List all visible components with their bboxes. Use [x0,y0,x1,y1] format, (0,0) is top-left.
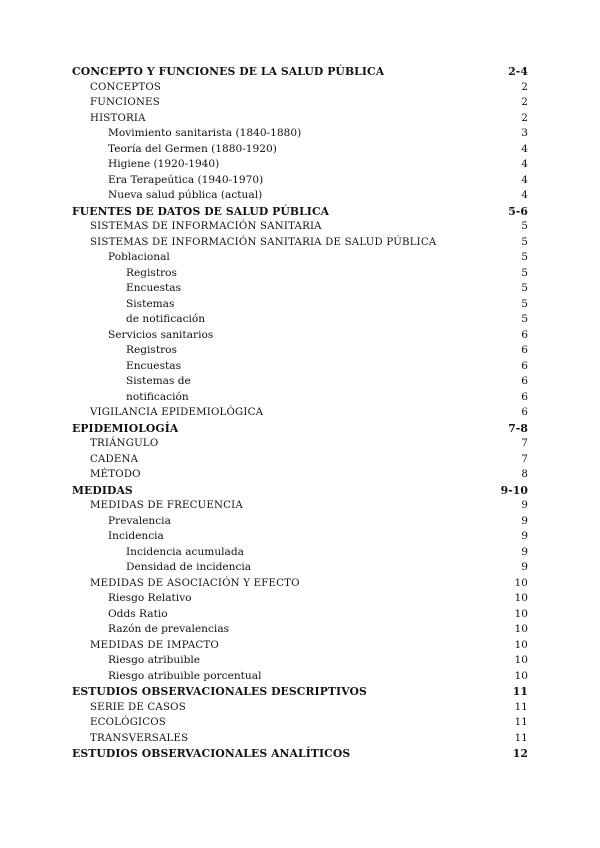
toc-entry [72,111,528,127]
toc-entry-page: 10 [514,639,528,651]
toc-entry [72,95,528,111]
toc-entry [72,219,528,235]
toc-entry-title: ESTUDIOS OBSERVACIONALES DESCRIPTIVOS [72,685,367,698]
toc-entry-title: MÉTODO [90,469,141,480]
toc-entry-title: MEDIDAS DE IMPACTO [90,639,219,651]
toc-entry-title: TRANSVERSALES [90,732,189,744]
toc-entry-title: CONCEPTOS [90,81,162,93]
toc-entry-title: notificación [126,390,189,403]
toc-entry-title: Era Terapeútica (1940-1970) [108,173,264,186]
toc-entry-page: 4 [521,189,528,201]
toc-entry-title: EPIDEMIOLOGÍA [72,421,179,435]
toc-entry-page: 10 [514,623,528,635]
toc-entry-page: 6 [521,390,528,403]
toc-entry [72,374,528,390]
toc-entry [72,266,528,282]
toc-entry-title: MEDIDAS DE FRECUENCIA [90,500,243,511]
toc-entry-title: Poblacional [108,251,170,263]
toc-entry-page: 6 [521,407,528,418]
toc-entry [72,731,528,747]
toc-entry [72,405,528,421]
toc-entry [72,173,528,189]
toc-entry-title: ECOLÓGICOS [90,717,166,728]
toc-entry-title: FUENTES DE DATOS DE SALUD PÚBLICA [72,204,330,218]
toc-entry-title: SERIE DE CASOS [90,701,186,713]
toc-entry-title: Riesgo Relativo [108,592,192,604]
toc-entry-title: de notificación [126,313,206,325]
toc-entry-title: Sistemas de [126,375,191,387]
toc-entry-page: 5 [521,221,528,232]
toc-entry [72,343,528,359]
toc-entry-title: Incidencia acumulada [126,545,244,558]
toc-entry [72,498,528,514]
toc-entry-page: 9 [521,561,528,573]
toc-entry-title: Encuestas [126,359,182,372]
toc-entry-page: 5-6 [508,204,528,218]
toc-entry [72,142,528,158]
toc-entry [72,188,528,204]
toc-entry-page: 5 [521,251,528,263]
toc-entry-page: 10 [514,577,528,589]
toc-entry-page: 10 [514,654,528,666]
toc-entry [72,436,528,452]
toc-entry-page: 2-4 [508,65,528,78]
toc-entry-page: 9 [521,545,528,558]
toc-entry-page: 10 [514,607,528,620]
toc-entry-page: 6 [521,344,528,356]
toc-section-heading [72,64,528,80]
toc-entry-page: 11 [512,685,528,698]
toc-section-heading [72,421,528,437]
toc-entry-page: 9 [521,530,528,542]
toc-entry-title: Servicios sanitarios [108,328,214,341]
toc-entry [72,235,528,251]
toc-entry-title: TRIÁNGULO [90,438,159,449]
toc-entry-page: 9 [521,514,528,527]
toc-entry [72,250,528,266]
toc-entry [72,576,528,592]
toc-entry-page: 6 [521,359,528,372]
toc-entry [72,281,528,297]
toc-entry [72,359,528,375]
toc-entry [72,669,528,685]
toc-entry-title: Teoría del Germen (1880-1920) [108,142,277,155]
toc-entry [72,560,528,576]
table-of-contents [72,64,528,762]
toc-entry-page: 8 [521,469,528,480]
toc-entry-page: 11 [514,732,528,744]
toc-entry-page: 5 [521,297,528,310]
toc-entry-title: Nueva salud pública (actual) [108,189,263,201]
toc-entry-title: ESTUDIOS OBSERVACIONALES ANALÍTICOS [72,747,351,760]
toc-entry-page: 6 [521,375,528,387]
toc-entry [72,700,528,716]
toc-entry-title: MEDIDAS [72,483,133,497]
toc-entry-title: SISTEMAS DE INFORMACIÓN SANITARIA [90,221,322,232]
toc-entry-page: 9-10 [500,483,528,497]
toc-entry [72,514,528,530]
toc-entry-page: 7 [521,438,528,449]
toc-entry [72,328,528,344]
toc-entry-page: 2 [521,97,528,108]
toc-entry [72,157,528,173]
toc-entry-title: Higiene (1920-1940) [108,158,220,170]
toc-entry-page: 4 [521,158,528,170]
toc-entry-title: Registros [126,266,177,279]
toc-entry-title: CADENA [90,453,139,465]
toc-entry-page: 7 [521,453,528,465]
toc-entry-title: CONCEPTO Y FUNCIONES DE LA SALUD PÚBLICA [72,65,385,78]
toc-entry-page: 2 [521,112,528,124]
toc-entry-page: 9 [521,500,528,511]
toc-entry-page: 5 [521,236,528,248]
toc-section-heading [72,684,528,700]
toc-entry [72,452,528,468]
toc-entry-page: 5 [521,266,528,279]
toc-entry-title: VIGILANCIA EPIDEMIOLÓGICA [90,407,264,418]
toc-entry-title: Movimiento sanitarista (1840-1880) [108,127,302,139]
toc-entry-title: Encuestas [126,282,182,294]
toc-entry [72,126,528,142]
toc-entry-title: Incidencia [108,530,164,542]
toc-entry [72,653,528,669]
toc-entry-title: Registros [126,344,177,356]
toc-entry-page: 10 [514,669,528,682]
toc-entry-title: Prevalencia [108,514,171,527]
toc-entry-page: 10 [514,592,528,604]
toc-entry-page: 2 [521,81,528,93]
toc-entry-title: Razón de prevalencias [108,623,230,635]
toc-entry-title: MEDIDAS DE ASOCIACIÓN Y EFECTO [90,577,300,589]
toc-entry [72,312,528,328]
toc-entry-title: Sistemas [126,297,175,310]
toc-entry [72,545,528,561]
toc-entry [72,467,528,483]
toc-entry-title: Odds Ratio [108,607,168,620]
toc-entry-page: 11 [514,701,528,713]
toc-entry-title: SISTEMAS DE INFORMACIÓN SANITARIA DE SALUD PÚBLICA [90,236,437,248]
toc-entry [72,591,528,607]
toc-entry [72,622,528,638]
toc-entry-title: Riesgo atribuible [108,654,201,666]
toc-entry-page: 12 [512,747,528,760]
toc-entry [72,297,528,313]
toc-entry-title: Riesgo atribuible porcentual [108,669,262,682]
toc-section-heading [72,746,528,762]
toc-entry-title: FUNCIONES [90,97,160,108]
toc-section-heading [72,204,528,220]
toc-entry-title: Densidad de incidencia [126,561,252,573]
toc-entry-page: 4 [521,173,528,186]
toc-entry-page: 5 [521,282,528,294]
toc-entry [72,529,528,545]
toc-entry [72,80,528,96]
toc-entry-page: 11 [514,717,528,728]
toc-entry-page: 6 [521,328,528,341]
toc-entry [72,715,528,731]
toc-entry-page: 4 [521,142,528,155]
toc-section-heading [72,483,528,499]
toc-entry [72,607,528,623]
toc-entry-page: 3 [521,127,528,139]
toc-entry [72,638,528,654]
toc-entry-page: 5 [521,313,528,325]
toc-entry-page: 7-8 [508,421,528,435]
toc-entry [72,390,528,406]
toc-entry-title: HISTORIA [90,112,146,124]
